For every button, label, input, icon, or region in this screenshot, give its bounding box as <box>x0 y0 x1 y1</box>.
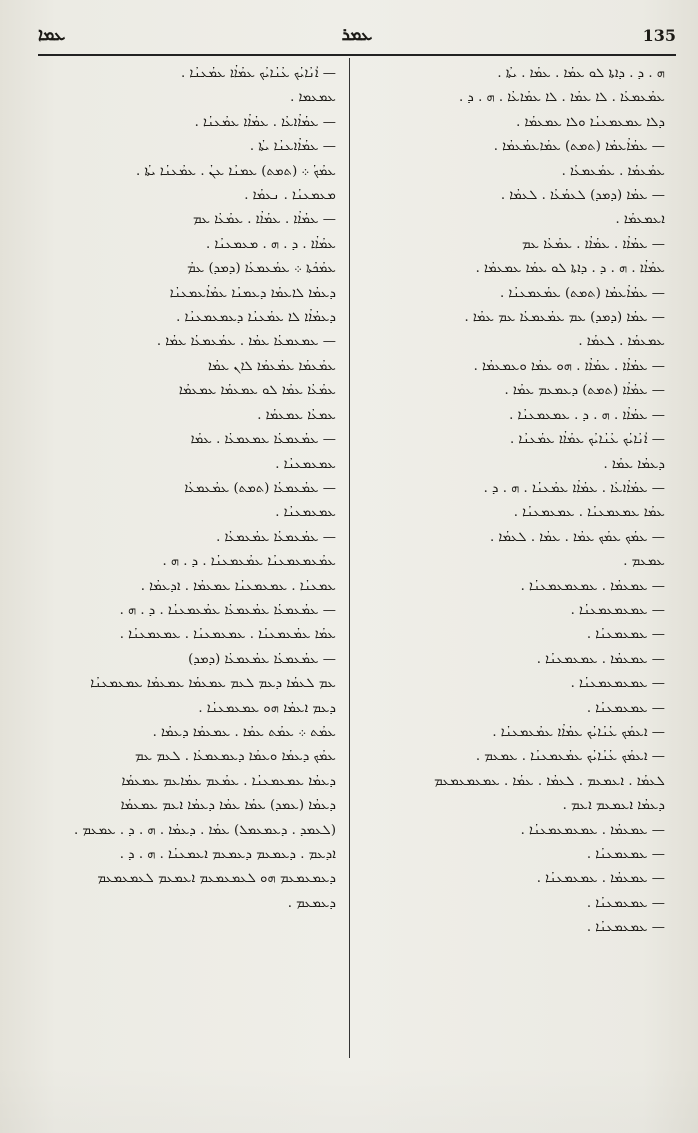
text-line: ܥܡܳܥܡܥܳܐ . ܠܐ ܥܡܳܐ . ܠܐ ܥܡܳܐܥܳܐ . ܗ . ܕ . <box>459 90 665 106</box>
right-column <box>360 62 665 941</box>
text-line: ܥܡܳܥܡܳܐ ܥܡܳܥܡܳܐ ܠܐܢ ܥܡܳܐ <box>208 358 336 374</box>
text-line: — ܥܡܳܥܡܥܳܐ ܥܡܥܡܥܳܐ . ܥܡܳܐ <box>190 432 336 448</box>
column-divider <box>349 58 350 1058</box>
text-line: (ܠܥܡܕ . ܕܥܡܥܡܠ) ܥܡܳܐ . ܕܥܡܳܐ . ܗ . ܕ . ܥܡܥܡ . <box>73 822 336 838</box>
text-line: ܥܡܳܥܳܐ ܥܡܳܐ ܠܘ ܥܡܥܡܳܐ ܥܡܥܡܳܐ <box>178 383 336 399</box>
text-line: ܥܡܥܡܳܐ . ܠܥܡܳܐ . <box>578 334 665 350</box>
text-line: ܥܡ ܠܥܡܳܐ ܕܥܡ ܠܥܡ ܥܡܥܡܳܐ ܥܡܥܡܳܐ ܥܡܥܡܥܢܳܐ <box>90 676 336 692</box>
text-line: ܥܡܥܳܐ ܥܡܥܡܳܐ . <box>257 407 336 423</box>
text-line: — ܥܡܳܐܳܥܡܳܐ (ܬܡܬ) ܥܡܳܥܡܥܢܳܐ . <box>500 285 665 301</box>
text-line: ܥܡܳܐ ܥܡܥܡܥܢܳܐ . ܥܡܥܡܥܢܳܐ . <box>513 505 665 521</box>
text-line: — ܥܡܳܥܡܥܳܐ ܥܡܳܥܡܥܳܐ . <box>216 529 336 545</box>
text-line: ܥܡܥܢܳܐ . ܥܡܥܡܥܢܳܐ ܥܡܥܡܳܐ . ܐܕܥܡܳܐ . <box>140 578 336 594</box>
page-number: 135 <box>642 25 676 45</box>
text-line: ܥܡܥܡ . <box>623 554 665 570</box>
text-line: — ܥܡܥܡܥܢܳܐ . <box>586 700 665 716</box>
text-line: — ܥܡܳܐܳܐ . ܥܡܳܐܳܐ . ܥܡܳܥܳܐ ܥܡ <box>521 236 665 252</box>
text-line: ܗ . ܕ . ܕܐܬܐ ܠܘ ܥܡܳܐ . ܥܡܳܐ . ܝܬܳܐ . <box>497 66 665 81</box>
text-line: ܥܡܳܟ ܕܥܡܳܐ ܘܥܡܳܐ ܕܥܡܥܡܥܳܐ . ܠܥܡ ܥܡ <box>135 749 336 765</box>
text-line: ܥܡܥܡܥܢܳܐ . <box>275 456 336 472</box>
text-line: ܕܥܡܳܐ ܐܥܡܥܡ ܐܥܡ . <box>562 798 665 814</box>
text-line: — ܥܡܥܡܳܐ . ܥܡܥܡܥܢܳܐ . <box>536 871 665 887</box>
text-line: — ܥܡܳܐܳܐ (ܬܡܬ) ܕܥܡܥܡ ܥܡܳܐ . <box>504 383 665 399</box>
text-line: ܕܥܡܳܐ (ܥܡܕ) ܥܡܳܐ ܥܡܳܐ ܕܥܡܳܐ ܐܥܡ ܥܡܥܡܳܐ <box>120 798 336 814</box>
text-line: — ܥܡܥܡܥܢܳܐ . <box>586 895 665 911</box>
text-line: — ܥܡܳܥܡܥܳܐ ܥܡܳܥܡܥܳܐ ܥܡܳܥܡܥܢܳܐ . ܕ . ܗ . <box>119 602 336 618</box>
text-line: ܥܡܥܡܐ . <box>290 90 336 106</box>
text-line: — ܥܡܳܐܳܐܥܳܐ . ܥܡܳܐܳܐ ܥܡܳܥܢܳܐ . <box>194 114 336 130</box>
text-line: — ܥܡܥܡܥܡܥܢܳܐ . <box>570 602 665 618</box>
text-line: ܕܥܡܳܐ ܠܐܥܡܳܐ ܕܥܡܢܳܐ ܥܡܳܐܳܥܡܥܢܳܐ <box>169 285 336 301</box>
text-line: ܥܡܳܐ ܥܡܳܥܡܥܢܳܐ . ܥܡܥܡܥܢܳܐ . ܥܡܥܡܥܢܳܐ . <box>119 627 336 643</box>
text-line: — ܐܥܡܳܟ ܥܳܢܳܐܝܳܟ ܥܡܳܥܡܥܢܳܐ . ܥܡܥܡ . <box>475 749 665 765</box>
text-line: ܕܥܡܥܡܥܡ ܗܘ ܠܥܡܥܡܥܡ ܐܥܡܥܡ ܠܥܡܥܡܥܡ <box>97 871 336 887</box>
left-column <box>46 62 336 916</box>
text-line: ܥܡܳܟܳ ܀ (ܬܡܬ) ܥܡܢܳܐ ܥܢܳ . ܥܡܳܥܢܳܐ ܝܬܳܐ . <box>136 163 336 179</box>
text-line: ܥܡܳܟܳܬܐ ܀ ܥܡܳܥܡܥܳܐ (ܕܡܕ) ܥܡܳ <box>187 261 336 277</box>
page-header <box>38 20 676 50</box>
text-line: — ܥܡܥܡܥܢܳܐ . <box>586 920 665 936</box>
text-line: — ܥܡܥܡܳܐ . ܥܡܥܡܥܡܥܢܳܐ . <box>520 822 665 838</box>
text-line: ܐܕܥܡ . ܕܥܡܥܡ ܕܥܡܥܡ ܐܥܡܥܢܳܐ . ܗ . ܕ . <box>119 847 336 862</box>
text-line: — ܥܡܳܥܡܥܳܐ (ܬܡܬ) ܥܡܳܥܡܥܳܐ <box>184 480 336 496</box>
text-line: — ܥܡܳܐ (ܕܡܕ) ܥܡ ܥܡܳܥܡܥܳܐ ܥܡ ܥܡܳܐ . <box>464 310 665 326</box>
text-line: — ܥܡܳܐܳܐܥܢܳܐ ܝܬܳܐ . <box>249 139 336 155</box>
text-line: ܥܡܳܥܡܳܐ . ܥܡܳܥܡܥܳܐ . <box>561 163 665 179</box>
text-line: ܥܡܳܬ ܀ ܥܡܳܬ ܥܡܳܐ . ܥܡܥܡܳܐ ܕܥܡܳܐ . <box>152 724 336 740</box>
text-line: — ܥܡܳܐܳܐ . ܥܡܳܐܳܐ . ܗܘ ܥܡܳܐ ܘܥܡܥܡܳܐ . <box>473 358 665 374</box>
header-rule <box>38 54 676 56</box>
text-line: ܕܥܡܳܐܳܐ ܠܐ ܥܡܳܥܢܳܐ ܕܥܡܥܡܥܢܳܐ . <box>176 310 336 326</box>
text-line: ܕܠܐ ܥܡܥܡܥܢܳܐ ܘܠܐ ܥܡܥܡܳܐ . <box>516 114 665 130</box>
running-head-left: ܥܡܐ <box>38 25 66 45</box>
text-line: ܠܥܡܳܐ . ܐܥܡܥܡ . ܠܥܡܳܐ . ܥܡܳܐ . ܥܡܥܡܥܡܥܡ <box>434 773 665 789</box>
text-line: — ܐܳܢܳܐܝܳܟ ܥܳܢܳܐܝܳܟ ܥܡܳܐܳܐ ܥܡܳܥܢܳܐ . <box>181 66 336 81</box>
text-line: — ܥܡܳܟ ܥܡܳܟ ܥܡܳܐ . ܥܡܳܐ . ܠܥܡܳܐ . <box>490 529 665 545</box>
text-line: — ܥܡܳܐܳܥܡܳܐ (ܬܡܬ) ܥܡܳܐܥܡܳܥܡܳܐ . <box>493 139 665 155</box>
text-line: ܕܥܡ ܐܥܡܳܐ ܗܘ ܥܡܥܡܥܢܳܐ . <box>198 700 336 716</box>
text-line: — ܥܡܥܡܥܡܥܢܳܐ . <box>570 676 665 692</box>
text-line: ܕܥܡܳܐ ܥܡܳܐ . <box>603 456 665 472</box>
page-bottom-shade <box>0 1063 698 1133</box>
text-line: ܥܡܥܡܥܢܳܐ . <box>275 505 336 521</box>
text-line: — ܥܡܳܐ (ܕܡܕ) ܠܥܡܳܥܳܐ . ܠܥܡܳܐ . <box>500 188 665 204</box>
text-line: — ܥܡܥܡܥܢܳܐ . <box>586 847 665 862</box>
text-line: — ܥܡܳܐܳܐ . ܗ . ܕ . ܥܡܥܡܥܢܳܐ . <box>509 407 665 423</box>
text-line: — ܐܥܡܳܟ ܥܳܢܳܐܝܳܟ ܥܡܳܐܳܐ ܥܡܳܥܡܥܢܳܐ . <box>492 724 665 740</box>
text-line: ܡܥܡܥܢܳܐ . ܢܥܡܳܐ . <box>244 188 336 204</box>
text-line: — ܥܡܥܡܥܢܳܐ . <box>586 627 665 643</box>
text-line: — ܥܡܳܐܳܐܥܳܐ . ܥܡܳܐܳܐ ܥܡܳܥܢܳܐ . ܗ . ܕ . <box>483 480 665 496</box>
text-line: ܐܥܡܥܡܳܐ . <box>615 212 665 228</box>
text-line: ܥܡܳܐܳܐ . ܕ . ܗ . ܡܥܡܥܢܳܐ . <box>205 236 336 252</box>
text-line: — ܥܡܥܡܳܐ . ܥܡܥܡܥܡܥܢܳܐ . <box>520 578 665 594</box>
text-line: — ܥܡܥܡܳܐ . ܥܡܥܡܥܢܳܐ . <box>536 651 665 667</box>
text-line: — ܥܡܳܥܡܥܳܐ ܥܡܳܥܡܥܳܐ (ܕܡܕ) <box>188 651 336 667</box>
text-line: ܥܡܳܥܡܥܡܥܢܳܐ ܥܡܳܥܡܥܢܳܐ . ܕ . ܗ . <box>162 554 336 570</box>
text-line: — ܥܡܥܡܥܳܐ ܥܡܳܐ . ܥܡܳܥܡܥܳܐ ܥܡܳܐ . <box>156 334 336 350</box>
running-head-center: ܥܡܪ <box>341 25 373 45</box>
text-line: — ܐܳܢܳܐܝܳܟ ܥܳܢܳܐܝܳܟ ܥܡܳܐܳܐ ܥܡܳܥܢܳܐ . <box>510 432 665 448</box>
text-line: ܕܥܡܥܡ . <box>287 895 336 911</box>
text-line: ܕܥܡܳܐ ܥܡܥܡܥܢܳܐ . ܥܡܳܥܡ ܥܡܳܐܥܡ ܥܡܥܡܳܐ <box>121 773 336 789</box>
text-line: ܥܡܳܐܳܐ . ܗ . ܕ . ܕܐܬܐ ܠܘ ܥܡܳܐ ܥܡܥܡܳܐ . <box>475 261 665 277</box>
text-line: — ܥܡܳܐܳܐ . ܥܡܳܐܳܐ . ܥܡܳܥܳܐ ܥܡ <box>192 212 336 228</box>
